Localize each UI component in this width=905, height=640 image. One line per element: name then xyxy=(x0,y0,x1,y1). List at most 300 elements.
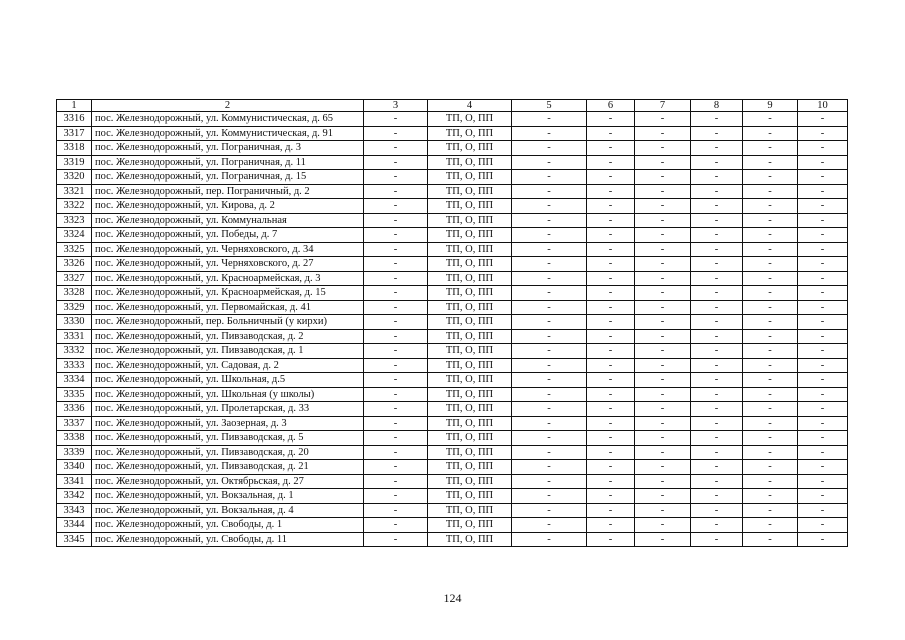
row-col-3: - xyxy=(364,416,428,431)
row-col-8: - xyxy=(691,460,743,475)
row-col-6: - xyxy=(587,358,635,373)
row-col-7: - xyxy=(635,242,691,257)
row-number: 3344 xyxy=(57,518,92,533)
table-row xyxy=(57,373,848,388)
row-col-9: - xyxy=(743,532,798,547)
row-col-5: - xyxy=(512,532,587,547)
table-row xyxy=(57,257,848,272)
row-col-5: - xyxy=(512,126,587,141)
row-address: пос. Железнодорожный, ул. Школьная (у школы) xyxy=(92,387,364,402)
row-col-7: - xyxy=(635,199,691,214)
col-header-9: 9 xyxy=(743,100,798,112)
row-col-9: - xyxy=(743,358,798,373)
row-col-3: - xyxy=(364,141,428,156)
row-number: 3328 xyxy=(57,286,92,301)
row-col-6: - xyxy=(587,416,635,431)
row-col-4: ТП, О, ПП xyxy=(428,445,512,460)
row-col-10: - xyxy=(798,184,848,199)
table-row xyxy=(57,300,848,315)
row-col-7: - xyxy=(635,344,691,359)
row-col-10: - xyxy=(798,358,848,373)
row-col-3: - xyxy=(364,184,428,199)
row-col-4: ТП, О, ПП xyxy=(428,199,512,214)
row-col-9: - xyxy=(743,228,798,243)
row-address: пос. Железнодорожный, ул. Черняховского, д. 34 xyxy=(92,242,364,257)
row-col-5: - xyxy=(512,344,587,359)
row-col-9: - xyxy=(743,300,798,315)
row-col-7: - xyxy=(635,474,691,489)
table-row xyxy=(57,344,848,359)
row-col-6: - xyxy=(587,228,635,243)
row-number: 3325 xyxy=(57,242,92,257)
row-col-7: - xyxy=(635,271,691,286)
row-col-3: - xyxy=(364,271,428,286)
row-col-7: - xyxy=(635,518,691,533)
row-number: 3333 xyxy=(57,358,92,373)
row-col-5: - xyxy=(512,474,587,489)
row-col-4: ТП, О, ПП xyxy=(428,228,512,243)
row-col-8: - xyxy=(691,155,743,170)
row-col-4: ТП, О, ПП xyxy=(428,474,512,489)
row-col-3: - xyxy=(364,228,428,243)
row-col-3: - xyxy=(364,518,428,533)
row-col-7: - xyxy=(635,460,691,475)
col-header-5: 5 xyxy=(512,100,587,112)
row-col-8: - xyxy=(691,431,743,446)
row-number: 3329 xyxy=(57,300,92,315)
table-row xyxy=(57,474,848,489)
row-address: пос. Железнодорожный, ул. Красноармейская, д. 3 xyxy=(92,271,364,286)
row-col-7: - xyxy=(635,257,691,272)
row-col-7: - xyxy=(635,126,691,141)
row-col-5: - xyxy=(512,242,587,257)
row-col-3: - xyxy=(364,445,428,460)
row-col-5: - xyxy=(512,387,587,402)
row-col-8: - xyxy=(691,315,743,330)
table-row xyxy=(57,228,848,243)
row-col-6: - xyxy=(587,532,635,547)
row-col-4: ТП, О, ПП xyxy=(428,286,512,301)
row-col-3: - xyxy=(364,257,428,272)
row-col-10: - xyxy=(798,431,848,446)
row-col-10: - xyxy=(798,271,848,286)
row-col-6: - xyxy=(587,170,635,185)
row-col-3: - xyxy=(364,329,428,344)
col-header-8: 8 xyxy=(691,100,743,112)
row-col-9: - xyxy=(743,271,798,286)
row-col-5: - xyxy=(512,300,587,315)
row-col-8: - xyxy=(691,387,743,402)
row-number: 3324 xyxy=(57,228,92,243)
row-col-8: - xyxy=(691,112,743,127)
row-col-6: - xyxy=(587,445,635,460)
row-col-5: - xyxy=(512,112,587,127)
row-col-3: - xyxy=(364,532,428,547)
row-col-10: - xyxy=(798,257,848,272)
row-col-3: - xyxy=(364,170,428,185)
row-col-4: ТП, О, ПП xyxy=(428,358,512,373)
row-col-6: - xyxy=(587,329,635,344)
row-col-6: - xyxy=(587,431,635,446)
row-col-9: - xyxy=(743,329,798,344)
row-col-5: - xyxy=(512,315,587,330)
row-col-9: - xyxy=(743,213,798,228)
row-col-9: - xyxy=(743,344,798,359)
row-col-6: - xyxy=(587,155,635,170)
table-row xyxy=(57,271,848,286)
row-col-10: - xyxy=(798,199,848,214)
row-col-5: - xyxy=(512,257,587,272)
row-col-10: - xyxy=(798,155,848,170)
row-col-9: - xyxy=(743,184,798,199)
row-col-4: ТП, О, ПП xyxy=(428,344,512,359)
row-col-4: ТП, О, ПП xyxy=(428,170,512,185)
row-col-5: - xyxy=(512,271,587,286)
row-col-6: - xyxy=(587,387,635,402)
row-col-9: - xyxy=(743,170,798,185)
row-number: 3330 xyxy=(57,315,92,330)
row-col-9: - xyxy=(743,503,798,518)
row-col-9: - xyxy=(743,431,798,446)
row-address: пос. Железнодорожный, ул. Свободы, д. 1 xyxy=(92,518,364,533)
row-col-10: - xyxy=(798,344,848,359)
row-col-8: - xyxy=(691,228,743,243)
table-row xyxy=(57,155,848,170)
row-number: 3316 xyxy=(57,112,92,127)
row-col-7: - xyxy=(635,402,691,417)
row-col-10: - xyxy=(798,141,848,156)
row-col-8: - xyxy=(691,503,743,518)
row-col-6: - xyxy=(587,518,635,533)
row-address: пос. Железнодорожный, ул. Победы, д. 7 xyxy=(92,228,364,243)
col-header-7: 7 xyxy=(635,100,691,112)
row-col-3: - xyxy=(364,155,428,170)
row-col-6: - xyxy=(587,474,635,489)
row-col-3: - xyxy=(364,126,428,141)
row-col-5: - xyxy=(512,489,587,504)
row-col-9: - xyxy=(743,373,798,388)
row-col-6: - xyxy=(587,213,635,228)
row-col-10: - xyxy=(798,315,848,330)
row-col-3: - xyxy=(364,344,428,359)
row-col-7: - xyxy=(635,387,691,402)
row-col-10: - xyxy=(798,228,848,243)
col-header-4: 4 xyxy=(428,100,512,112)
row-col-4: ТП, О, ПП xyxy=(428,213,512,228)
row-col-3: - xyxy=(364,373,428,388)
row-col-6: - xyxy=(587,126,635,141)
row-col-8: - xyxy=(691,271,743,286)
row-number: 3341 xyxy=(57,474,92,489)
row-col-9: - xyxy=(743,199,798,214)
row-address: пос. Железнодорожный, пер. Больничный (у кирхи) xyxy=(92,315,364,330)
row-col-5: - xyxy=(512,199,587,214)
row-col-9: - xyxy=(743,518,798,533)
row-number: 3335 xyxy=(57,387,92,402)
row-number: 3318 xyxy=(57,141,92,156)
row-number: 3321 xyxy=(57,184,92,199)
header-row xyxy=(57,100,848,112)
row-col-10: - xyxy=(798,242,848,257)
table-row xyxy=(57,112,848,127)
row-col-9: - xyxy=(743,402,798,417)
register-table xyxy=(56,99,848,547)
row-number: 3320 xyxy=(57,170,92,185)
row-col-6: - xyxy=(587,257,635,272)
table-row xyxy=(57,503,848,518)
row-col-6: - xyxy=(587,112,635,127)
row-address: пос. Железнодорожный, ул. Пивзаводская, д. 20 xyxy=(92,445,364,460)
row-col-5: - xyxy=(512,358,587,373)
row-address: пос. Железнодорожный, ул. Пограничная, д. 3 xyxy=(92,141,364,156)
row-col-6: - xyxy=(587,242,635,257)
row-col-8: - xyxy=(691,489,743,504)
row-address: пос. Железнодорожный, ул. Заозерная, д. 3 xyxy=(92,416,364,431)
table-row xyxy=(57,329,848,344)
row-col-9: - xyxy=(743,489,798,504)
row-col-6: - xyxy=(587,344,635,359)
col-header-6: 6 xyxy=(587,100,635,112)
row-col-10: - xyxy=(798,445,848,460)
row-col-10: - xyxy=(798,286,848,301)
row-col-6: - xyxy=(587,271,635,286)
row-col-5: - xyxy=(512,445,587,460)
row-col-3: - xyxy=(364,402,428,417)
row-col-3: - xyxy=(364,199,428,214)
row-col-6: - xyxy=(587,402,635,417)
row-col-5: - xyxy=(512,416,587,431)
row-col-10: - xyxy=(798,503,848,518)
row-col-4: ТП, О, ПП xyxy=(428,329,512,344)
row-col-8: - xyxy=(691,416,743,431)
row-number: 3331 xyxy=(57,329,92,344)
row-address: пос. Железнодорожный, ул. Пограничная, д. 11 xyxy=(92,155,364,170)
row-col-10: - xyxy=(798,532,848,547)
table-row xyxy=(57,199,848,214)
row-col-4: ТП, О, ПП xyxy=(428,460,512,475)
row-col-10: - xyxy=(798,170,848,185)
row-col-4: ТП, О, ПП xyxy=(428,518,512,533)
row-col-10: - xyxy=(798,373,848,388)
row-col-4: ТП, О, ПП xyxy=(428,300,512,315)
col-header-3: 3 xyxy=(364,100,428,112)
row-col-5: - xyxy=(512,518,587,533)
row-number: 3343 xyxy=(57,503,92,518)
row-col-3: - xyxy=(364,387,428,402)
table-row xyxy=(57,387,848,402)
row-col-5: - xyxy=(512,228,587,243)
row-col-10: - xyxy=(798,213,848,228)
table-row xyxy=(57,416,848,431)
row-col-10: - xyxy=(798,112,848,127)
row-col-3: - xyxy=(364,503,428,518)
row-col-9: - xyxy=(743,445,798,460)
row-col-8: - xyxy=(691,329,743,344)
row-col-7: - xyxy=(635,184,691,199)
table-row xyxy=(57,358,848,373)
row-col-4: ТП, О, ПП xyxy=(428,242,512,257)
row-col-3: - xyxy=(364,431,428,446)
row-col-10: - xyxy=(798,460,848,475)
row-col-10: - xyxy=(798,416,848,431)
row-col-9: - xyxy=(743,112,798,127)
row-number: 3342 xyxy=(57,489,92,504)
row-col-9: - xyxy=(743,460,798,475)
row-number: 3323 xyxy=(57,213,92,228)
row-col-7: - xyxy=(635,373,691,388)
row-col-5: - xyxy=(512,431,587,446)
row-col-4: ТП, О, ПП xyxy=(428,271,512,286)
row-col-9: - xyxy=(743,474,798,489)
row-col-4: ТП, О, ПП xyxy=(428,112,512,127)
table-row xyxy=(57,489,848,504)
table-row xyxy=(57,213,848,228)
row-col-6: - xyxy=(587,460,635,475)
row-col-8: - xyxy=(691,184,743,199)
row-col-4: ТП, О, ПП xyxy=(428,402,512,417)
row-col-9: - xyxy=(743,257,798,272)
row-address: пос. Железнодорожный, ул. Коммунистическая, д. 91 xyxy=(92,126,364,141)
row-address: пос. Железнодорожный, пер. Пограничный, д. 2 xyxy=(92,184,364,199)
table-row xyxy=(57,518,848,533)
row-col-9: - xyxy=(743,416,798,431)
row-col-9: - xyxy=(743,126,798,141)
row-address: пос. Железнодорожный, ул. Красноармейская, д. 15 xyxy=(92,286,364,301)
row-col-10: - xyxy=(798,474,848,489)
row-col-10: - xyxy=(798,300,848,315)
row-col-7: - xyxy=(635,155,691,170)
row-col-3: - xyxy=(364,489,428,504)
table-row xyxy=(57,170,848,185)
row-col-6: - xyxy=(587,199,635,214)
row-col-8: - xyxy=(691,242,743,257)
row-col-6: - xyxy=(587,315,635,330)
row-col-9: - xyxy=(743,286,798,301)
row-col-7: - xyxy=(635,315,691,330)
row-col-10: - xyxy=(798,489,848,504)
row-col-9: - xyxy=(743,155,798,170)
row-col-3: - xyxy=(364,112,428,127)
row-address: пос. Железнодорожный, ул. Пивзаводская, д. 5 xyxy=(92,431,364,446)
row-col-7: - xyxy=(635,300,691,315)
row-col-6: - xyxy=(587,286,635,301)
row-address: пос. Железнодорожный, ул. Пролетарская, д. 33 xyxy=(92,402,364,417)
row-col-5: - xyxy=(512,373,587,388)
row-number: 3339 xyxy=(57,445,92,460)
row-col-5: - xyxy=(512,184,587,199)
row-col-8: - xyxy=(691,518,743,533)
row-col-7: - xyxy=(635,503,691,518)
row-col-3: - xyxy=(364,474,428,489)
row-address: пос. Железнодорожный, ул. Садовая, д. 2 xyxy=(92,358,364,373)
row-col-4: ТП, О, ПП xyxy=(428,155,512,170)
row-col-6: - xyxy=(587,300,635,315)
row-col-5: - xyxy=(512,155,587,170)
row-col-8: - xyxy=(691,474,743,489)
row-col-8: - xyxy=(691,257,743,272)
row-col-4: ТП, О, ПП xyxy=(428,416,512,431)
row-col-5: - xyxy=(512,329,587,344)
row-col-4: ТП, О, ПП xyxy=(428,431,512,446)
row-col-8: - xyxy=(691,199,743,214)
row-address: пос. Железнодорожный, ул. Пивзаводская, д. 2 xyxy=(92,329,364,344)
row-col-8: - xyxy=(691,445,743,460)
row-col-8: - xyxy=(691,141,743,156)
row-col-6: - xyxy=(587,489,635,504)
row-address: пос. Железнодорожный, ул. Пограничная, д. 15 xyxy=(92,170,364,185)
row-col-7: - xyxy=(635,358,691,373)
row-col-4: ТП, О, ПП xyxy=(428,387,512,402)
row-col-8: - xyxy=(691,126,743,141)
row-number: 3326 xyxy=(57,257,92,272)
row-number: 3336 xyxy=(57,402,92,417)
row-col-5: - xyxy=(512,286,587,301)
table-row xyxy=(57,431,848,446)
row-col-3: - xyxy=(364,242,428,257)
row-col-3: - xyxy=(364,358,428,373)
row-address: пос. Железнодорожный, ул. Коммунистическая, д. 65 xyxy=(92,112,364,127)
row-col-4: ТП, О, ПП xyxy=(428,503,512,518)
table-row xyxy=(57,315,848,330)
row-col-6: - xyxy=(587,503,635,518)
row-col-7: - xyxy=(635,532,691,547)
row-col-5: - xyxy=(512,213,587,228)
row-col-6: - xyxy=(587,141,635,156)
row-col-10: - xyxy=(798,518,848,533)
table-row xyxy=(57,532,848,547)
row-col-4: ТП, О, ПП xyxy=(428,184,512,199)
row-col-8: - xyxy=(691,300,743,315)
row-number: 3340 xyxy=(57,460,92,475)
row-col-8: - xyxy=(691,402,743,417)
col-header-2: 2 xyxy=(92,100,364,112)
row-address: пос. Железнодорожный, ул. Школьная, д.5 xyxy=(92,373,364,388)
row-col-5: - xyxy=(512,141,587,156)
row-address: пос. Железнодорожный, ул. Пивзаводская, д. 21 xyxy=(92,460,364,475)
row-col-3: - xyxy=(364,300,428,315)
row-col-7: - xyxy=(635,170,691,185)
row-col-10: - xyxy=(798,402,848,417)
row-number: 3332 xyxy=(57,344,92,359)
row-col-10: - xyxy=(798,329,848,344)
row-col-9: - xyxy=(743,242,798,257)
table-row xyxy=(57,141,848,156)
col-header-10: 10 xyxy=(798,100,848,112)
row-col-3: - xyxy=(364,315,428,330)
row-number: 3319 xyxy=(57,155,92,170)
row-col-3: - xyxy=(364,286,428,301)
row-col-4: ТП, О, ПП xyxy=(428,315,512,330)
table-row xyxy=(57,445,848,460)
row-col-7: - xyxy=(635,141,691,156)
row-col-5: - xyxy=(512,170,587,185)
row-col-4: ТП, О, ПП xyxy=(428,532,512,547)
row-col-8: - xyxy=(691,373,743,388)
row-col-7: - xyxy=(635,445,691,460)
row-col-7: - xyxy=(635,112,691,127)
row-address: пос. Железнодорожный, ул. Октябрьская, д. 27 xyxy=(92,474,364,489)
row-col-7: - xyxy=(635,213,691,228)
row-address: пос. Железнодорожный, ул. Первомайская, д. 41 xyxy=(92,300,364,315)
row-col-8: - xyxy=(691,344,743,359)
row-number: 3345 xyxy=(57,532,92,547)
row-col-3: - xyxy=(364,213,428,228)
row-number: 3327 xyxy=(57,271,92,286)
row-col-5: - xyxy=(512,460,587,475)
table-body xyxy=(57,112,848,547)
row-col-7: - xyxy=(635,431,691,446)
row-col-4: ТП, О, ПП xyxy=(428,126,512,141)
